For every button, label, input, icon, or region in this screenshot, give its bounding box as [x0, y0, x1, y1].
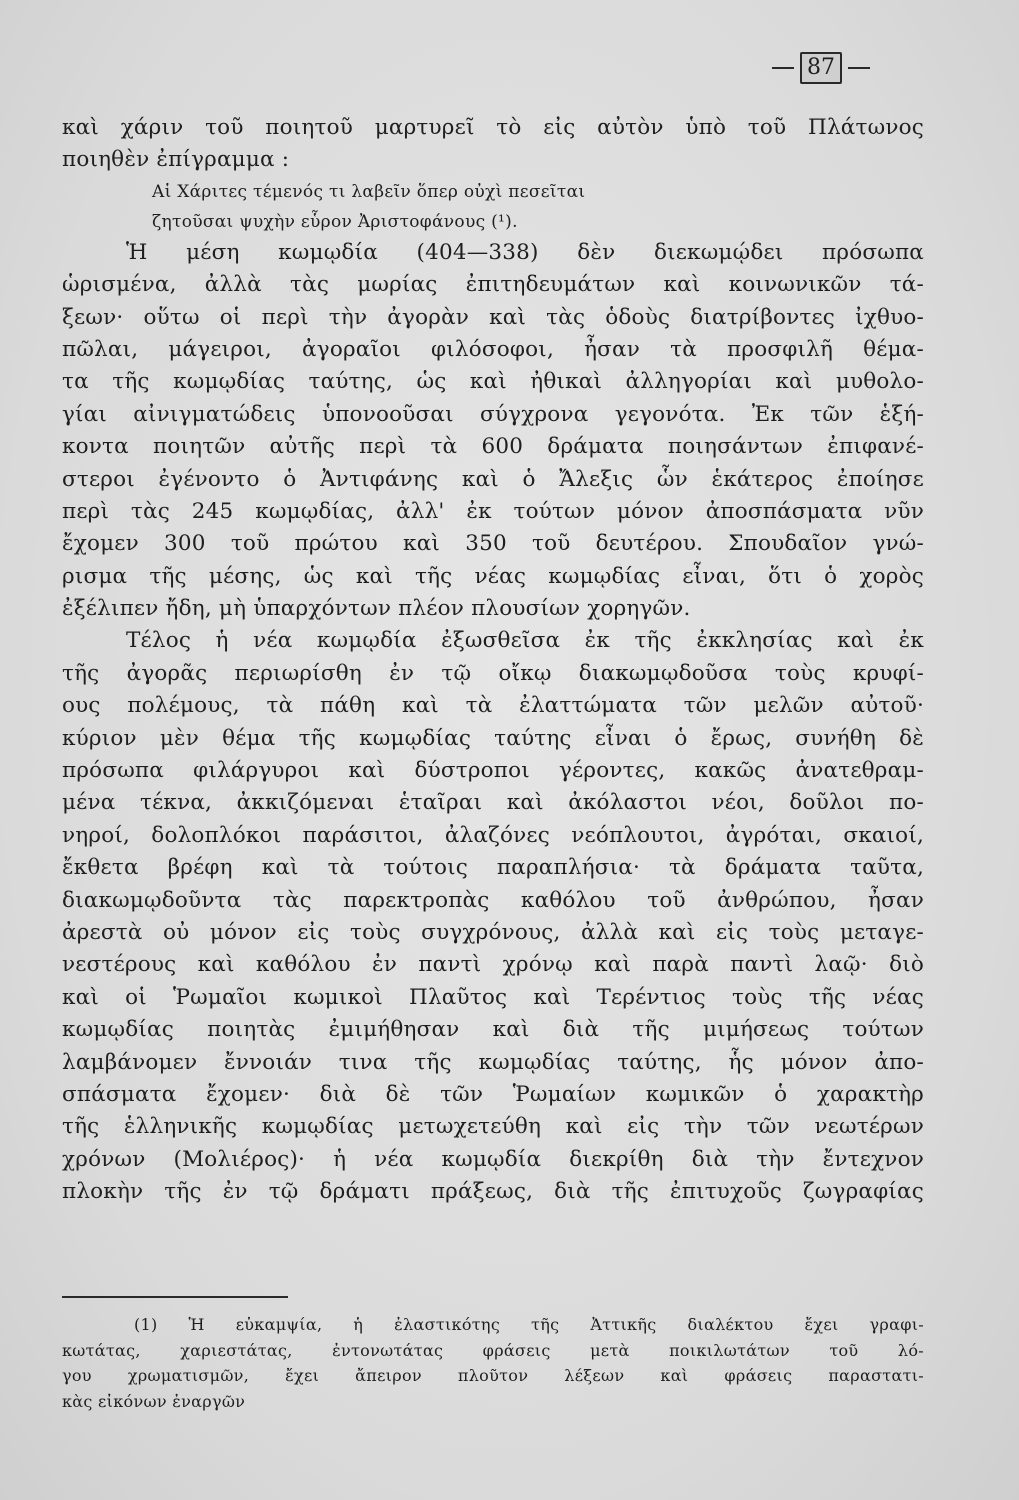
text-line: ξεων· οὕτω οἱ περὶ τὴν ἀγορὰν καὶ τὰς ὁδοὺς διατρίβοντες ἰχθυο- [62, 304, 924, 330]
dash-left [772, 67, 794, 69]
page-number-block [772, 52, 870, 84]
text-line: στεροι ἐγένοντο ὁ Ἀντιφάνης καὶ ὁ Ἄλεξις ὧν ἑκάτερος ἐποίησε [62, 466, 924, 492]
main-text [62, 112, 924, 1209]
text-line: ους πολέμους, τὰ πάθη καὶ τὰ ἐλαττώματα τῶν μελῶν αὐτοῦ· [62, 693, 924, 719]
text-line: πλοκὴν τῆς ἐν τῷ δράματι πράξεως, διὰ τῆς ἐπιτυχοῦς ζωγραφίας [62, 1179, 924, 1205]
text-line: νηροί, δολοπλόκοι παράσιτοι, ἀλαζόνες νεόπλουτοι, ἀγρόται, σκαιοί, [62, 822, 924, 848]
text-line: χρόνων (Μολιέρος)· ἡ νέα κωμῳδία διεκρίθη διὰ τὴν ἔντεχνον [62, 1146, 924, 1172]
footnote-line: κωτάτας, χαριεστάτας, ἐντονωτάτας φράσεις μετὰ ποικιλωτάτων τοῦ λό- [62, 1340, 924, 1360]
page-number: 87 [800, 52, 842, 84]
text-line: τῆς ἑλληνικῆς κωμῳδίας μετωχετεύθη καὶ εἰς τὴν τῶν νεωτέρων [62, 1114, 924, 1140]
text-line: καὶ οἱ Ῥωμαῖοι κωμικοὶ Πλαῦτος καὶ Τερέντιος τοὺς τῆς νέας [62, 984, 924, 1010]
text-line: λαμβάνομεν ἔννοιάν τινα τῆς κωμῳδίας ταύτης, ἧς μόνον ἀπο- [62, 1049, 924, 1075]
footnote-divider [62, 1296, 288, 1298]
text-line: πῶλαι, μάγειροι, ἀγοραῖοι φιλόσοφοι, ἦσαν τὰ προσφιλῆ θέμα- [62, 336, 924, 362]
footnote-line: (1) Ἡ εὐκαμψία, ἡ ἐλαστικότης τῆς Ἀττικῆς διαλέκτου ἔχει γραφι- [134, 1315, 924, 1334]
text-line: διακωμῳδοῦντα τὰς παρεκτροπὰς καθόλου τοῦ ἀνθρώπου, ἦσαν [62, 887, 924, 913]
epigram-line: Αἱ Χάριτες τέμενός τι λαβεῖν ὅπερ οὐχὶ πεσεῖται [152, 181, 586, 202]
text-line: ἐξέλιπεν ἤδη, μὴ ὑπαρχόντων πλέον πλουσίων χορηγῶν. [62, 596, 691, 622]
text-line: γίαι αἰνιγματώδεις ὑπονοοῦσαι σύγχρονα γεγονότα. Ἐκ τῶν ἑξή- [62, 401, 924, 427]
text-line: Ἡ μέση κωμῳδία (404—338) δὲν διεκωμῴδει πρόσωπα [126, 239, 924, 265]
dash-right [848, 67, 870, 69]
text-line: ἀρεστὰ οὐ μόνον εἰς τοὺς συγχρόνους, ἀλλὰ καὶ εἰς τοὺς μεταγε- [62, 919, 924, 945]
text-line: νεστέρους καὶ καθόλου ἐν παντὶ χρόνῳ καὶ παρὰ παντὶ λαῷ· διὸ [62, 952, 924, 978]
text-line: ἔκθετα βρέφη καὶ τὰ τούτοις παραπλήσια· τὰ δράματα ταῦτα, [62, 855, 924, 881]
text-line: σπάσματα ἔχομεν· διὰ δὲ τῶν Ῥωμαίων κωμικῶν ὁ χαρακτὴρ [62, 1081, 924, 1107]
text-line: Τέλος ἡ νέα κωμῳδία ἐξωσθεῖσα ἐκ τῆς ἐκκλησίας καὶ ἐκ [126, 628, 924, 654]
text-line: ρισμα τῆς μέσης, ὡς καὶ τῆς νέας κωμῳδίας εἶναι, ὅτι ὁ χορὸς [62, 563, 924, 589]
footnote-line: κὰς εἰκόνων ἐναργῶν [62, 1391, 246, 1411]
text-line: τα τῆς κωμῳδίας ταύτης, ὡς καὶ ἠθικαὶ ἀλληγορίαι καὶ μυθολο- [62, 369, 924, 395]
text-line: κοντα ποιητῶν αὐτῆς περὶ τὰ 600 δράματα ποιησάντων ἐπιφανέ- [62, 434, 924, 460]
text-line: κωμῳδίας ποιητὰς ἐμιμήθησαν καὶ διὰ τῆς μιμήσεως τούτων [62, 1017, 924, 1043]
text-line: ὡρισμένα, ἀλλὰ τὰς μωρίας ἐπιτηδευμάτων καὶ κοινωνικῶν τά- [62, 272, 924, 298]
text-line: πρόσωπα φιλάργυροι καὶ δύστροποι γέροντες, κακῶς ἀνατεθραμ- [62, 758, 924, 784]
text-line: κύριον μὲν θέμα τῆς κωμῳδίας ταύτης εἶναι ὁ ἔρως, συνήθη δὲ [62, 725, 924, 751]
text-line: τῆς ἀγορᾶς περιωρίσθη ἐν τῷ οἴκῳ διακωμῳδοῦσα τοὺς κρυφί- [62, 660, 924, 686]
text-line: ποιηθὲν ἐπίγραμμα : [62, 147, 290, 173]
text-line: ἔχομεν 300 τοῦ πρώτου καὶ 350 τοῦ δευτέρου. Σπουδαῖον γνώ- [62, 531, 924, 557]
text-line: περὶ τὰς 245 κωμῳδίας, ἀλλ' ἐκ τούτων μόνον ἀποσπάσματα νῦν [62, 498, 924, 524]
epigram-line: ζητοῦσαι ψυχὴν εὗρον Ἀριστοφάνους (¹). [152, 211, 518, 232]
text-line: καὶ χάριν τοῦ ποιητοῦ μαρτυρεῖ τὸ εἰς αὐτὸν ὑπὸ τοῦ Πλάτωνος [62, 115, 924, 140]
text-line: μένα τέκνα, ἀκκιζόμεναι ἑταῖραι καὶ ἀκόλαστοι νέοι, δοῦλοι πο- [62, 790, 924, 816]
footnote-line: γου χρωματισμῶν, ἔχει ἄπειρον πλοῦτον λέξεων καὶ φράσεις παραστατι- [62, 1366, 924, 1385]
footnote [62, 1312, 924, 1414]
